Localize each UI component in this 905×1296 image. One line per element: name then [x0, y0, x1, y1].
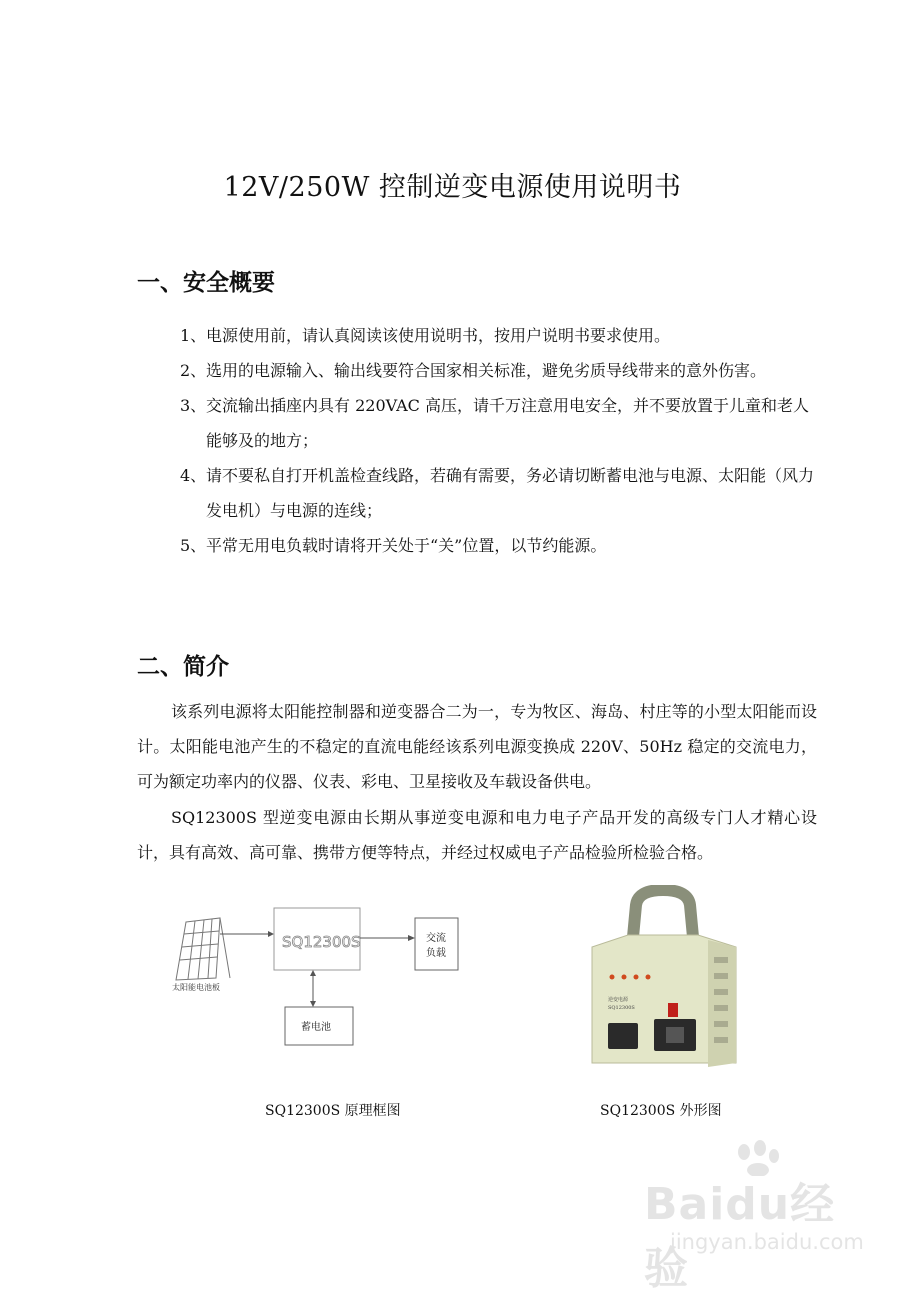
device-panel-label: 逆变电源: [608, 997, 629, 1003]
ac-load-label: 交流: [426, 933, 446, 944]
list-number: 1、: [180, 326, 207, 345]
device-photo: [588, 885, 738, 1075]
list-text: 交流输出插座内具有 220VAC 高压，请千万注意用电安全，并不要放置于儿童和老人能够及的地方；: [206, 396, 809, 450]
watermark: [640, 1140, 880, 1294]
panel-label: 太阳能电池板: [172, 983, 220, 992]
list-number: 4、: [180, 466, 207, 485]
list-number: 3、: [180, 396, 207, 415]
list-text: 电源使用前，请认真阅读该使用说明书，按用户说明书要求使用。: [206, 326, 671, 345]
list-item: [180, 318, 820, 353]
ac-load-label: 负载: [426, 948, 446, 959]
list-text: 请不要私自打开机盖检查线路，若确有需要，务必请切断蓄电池与电源、太阳能（风力发电机）与电源的连线；: [206, 466, 815, 520]
intro-paragraph: 该系列电源将太阳能控制器和逆变器合二为一，专为牧区、海岛、村庄等的小型太阳能而设计。太阳能电池产生的不稳定的直流电能经该系列电源变换成 220V、50Hz 稳定的交流电力，可为额定功率内的仪器、仪表、彩电、卫星接收及车载设备供电。: [137, 702, 817, 791]
section-heading-intro: 二、简介: [137, 654, 229, 680]
solar-panel-icon: [176, 918, 230, 980]
ac-load-box: [415, 918, 458, 970]
figure-caption-diagram: SQ12300S 原理框图: [265, 1103, 401, 1119]
list-text: 选用的电源输入、输出线要符合国家相关标准，避免劣质导线带来的意外伤害。: [206, 361, 767, 380]
device-panel-label: SQ12300S: [608, 1005, 635, 1011]
block-diagram: [168, 900, 468, 1050]
list-number: 2、: [180, 361, 207, 380]
list-item: [180, 458, 820, 528]
list-item: [180, 388, 820, 458]
battery-label: 蓄电池: [301, 1022, 331, 1033]
watermark-brand: Baidu经验: [644, 1179, 836, 1294]
intro-paragraph: SQ12300S 型逆变电源由长期从事逆变电源和电力电子产品开发的高级专门人才精心设计，具有高效、高可靠、携带方便等特点，并经过权威电子产品检验所检验合格。: [137, 808, 817, 862]
list-item: [180, 353, 820, 388]
list-number: 5、: [180, 536, 207, 555]
inverter-unit-label: SQ12300S: [282, 933, 361, 951]
watermark-url: jingyan.baidu.com: [670, 1230, 864, 1254]
section-heading-safety: 一、安全概要: [137, 270, 275, 296]
safety-list: [180, 318, 820, 563]
page-title: 12V/250W 控制逆变电源使用说明书: [223, 172, 682, 203]
figure-caption-photo: SQ12300S 外形图: [600, 1103, 722, 1119]
list-text: 平常无用电负载时请将开关处于“关”位置，以节约能源。: [206, 536, 607, 555]
list-item: [180, 528, 820, 563]
